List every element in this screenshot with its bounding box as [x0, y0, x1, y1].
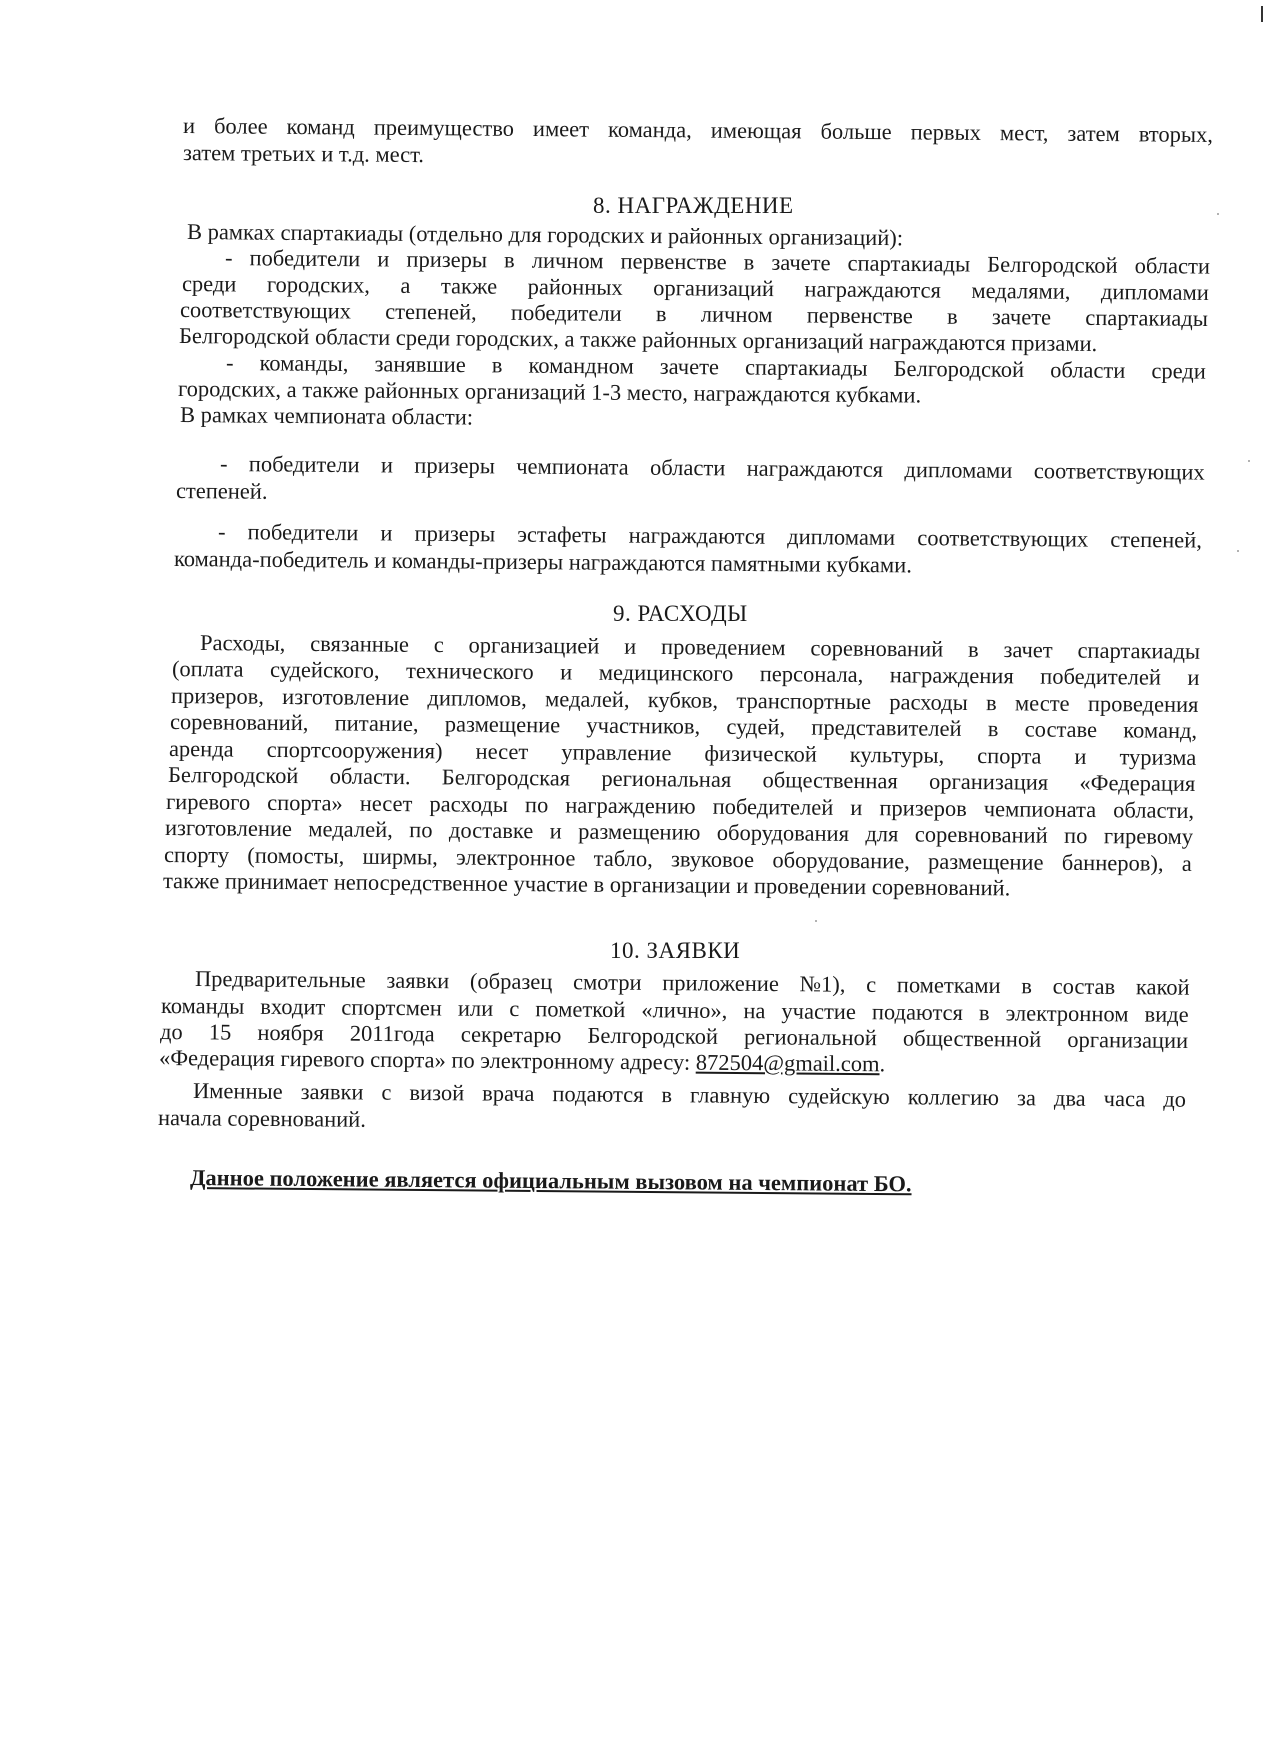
awards-line: среди городских, а также районных организаций награждаются медалями, дипломами	[181, 271, 1210, 305]
expenses-line: гиревого спорта» несет расходы по награждению победителей и призеров чемпионата области,	[165, 789, 1195, 823]
scan-speck	[1248, 460, 1250, 462]
expenses-line: изготовление медалей, по доставке и размещению оборудования для соревнований по гиревому	[164, 815, 1194, 849]
applications-email-line	[159, 1046, 885, 1076]
email-line-suffix: .	[879, 1051, 886, 1077]
intro-line: затем третьих и т.д. мест.	[182, 140, 425, 168]
awards-line: В рамках спартакиады (отдельно для городских и районных организаций):	[186, 219, 904, 251]
expenses-line: Белгородской области. Белгородская региональная общественная организация «Федерация	[167, 762, 1196, 796]
expenses-line: Расходы, связанные с организацией и проведением соревнований в зачет спартакиады	[199, 630, 1201, 664]
intro-line: и более команд преимущество имеет команда, имеющая больше первых мест, затем вторых,	[182, 113, 1213, 147]
scan-speck	[815, 920, 817, 922]
expenses-line: соревнований, питание, размещение участников, судей, представителей в составе команд,	[169, 709, 1198, 743]
awards-line: Белгородской области среди городских, а также районных организаций награждаются призами.	[178, 323, 1098, 357]
expenses-line: аренда спортсооружения) несет управление физической культуры, спорта и туризма	[168, 736, 1197, 770]
awards-line: - победители и призеры чемпионата области награждаются дипломами соответствующих	[219, 451, 1205, 485]
applications-closing-line: Именные заявки с визой врача подаются в главную судейскую коллегию за два часа до	[192, 1078, 1187, 1112]
expenses-line: призеров, изготовление дипломов, медалей, кубков, транспортные расходы в месте проведения	[170, 683, 1199, 717]
section-heading-applications: 10. ЗАЯВКИ	[610, 938, 741, 963]
official-call-note: Данное положение является официальным вызовом на чемпионат БО.	[189, 1165, 912, 1197]
email-link[interactable]: 872504@gmail.com	[695, 1049, 880, 1077]
scan-speck	[1217, 213, 1219, 215]
email-line-prefix: «Федерация гиревого спорта» по электронному адресу:	[158, 1045, 696, 1075]
awards-line: - команды, занявшие в командном зачете спартакиады Белгородской области среди	[225, 350, 1206, 384]
awards-line: В рамках чемпионата области:	[179, 402, 474, 430]
section-heading-expenses: 9. РАСХОДЫ	[613, 601, 748, 626]
awards-line: - победители и призеры в личном первенстве в зачете спартакиады Белгородской области	[224, 245, 1211, 279]
expenses-line: спорту (помосты, ширмы, электронное табло, звуковое оборудование, размещение баннеров), а	[163, 842, 1192, 876]
applications-closing-line: начала соревнований.	[157, 1105, 367, 1132]
scan-speck	[1237, 550, 1239, 552]
awards-line: городских, а также районных организаций 1-3 место, награждаются кубками.	[177, 376, 922, 408]
expenses-line: (оплата судейского, технического и медицинского персонала, награждения победителей и	[171, 656, 1200, 690]
expenses-line: также принимает непосредственное участие в организации и проведении соревнований.	[162, 868, 1011, 901]
section-heading-awards: 8. НАГРАЖДЕНИЕ	[593, 193, 794, 218]
applications-line: команды входит спортсмен или с пометкой «лично», на участие подаются в электронном виде	[160, 993, 1189, 1027]
awards-line: степеней.	[175, 478, 268, 504]
applications-line: до 15 ноября 2011года секретарю Белгородской региональной общественной организации	[159, 1019, 1189, 1053]
awards-line: команда-победитель и команды-призеры награждаются памятными кубками.	[173, 546, 913, 578]
scan-artifact	[1261, 6, 1263, 22]
awards-line: - победители и призеры эстафеты награждаются дипломами соответствующих степеней,	[217, 519, 1202, 553]
applications-line: Предварительные заявки (образец смотри приложение №1), с пометками в состав какой	[194, 966, 1190, 1000]
awards-line: соответствующих степеней, победители в личном первенстве в зачете спартакиады	[179, 297, 1209, 331]
